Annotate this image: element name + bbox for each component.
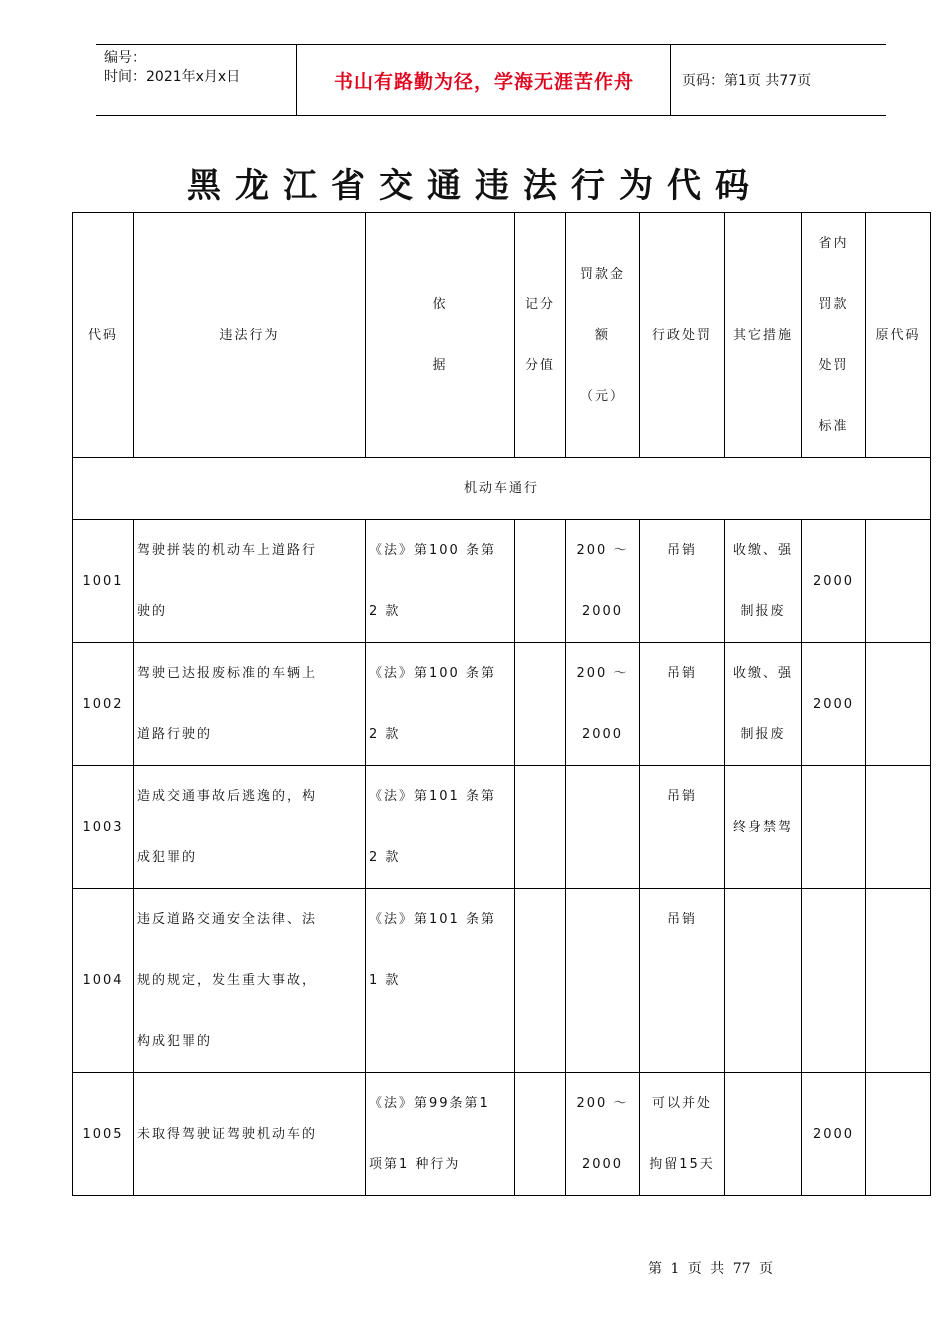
cell-behavior-line: 驾驶拼装的机动车上道路行	[137, 543, 318, 558]
header-fine-line: （元）	[579, 388, 625, 404]
cell-original-code	[866, 1073, 931, 1196]
cell-fine	[566, 643, 640, 766]
page-title: 黑龙江省交通违法行为代码	[187, 166, 763, 206]
cell-points	[515, 766, 566, 889]
cell-admin-line: 吊销	[666, 912, 697, 927]
cell-basis-line: 《法》第100 条第	[369, 666, 496, 681]
cell-other-line: 收缴、强	[732, 543, 793, 558]
cell-code: 1001	[73, 520, 134, 643]
header-divider	[670, 45, 671, 115]
cell-points	[515, 1073, 566, 1196]
cell-behavior	[134, 520, 366, 643]
cell-code: 1002	[73, 643, 134, 766]
cell-fine	[566, 1073, 640, 1196]
header-fine-line: 罚款金	[579, 266, 625, 282]
cell-admin-line: 可以并处	[651, 1096, 712, 1111]
cell-behavior	[134, 643, 366, 766]
cell-basis-line: 《法》第101 条第	[369, 789, 496, 804]
cell-basis-line: 《法》第99条第1	[369, 1096, 490, 1111]
cell-fine	[566, 766, 640, 889]
cell-provincial	[802, 766, 866, 889]
cell-other-line: 制报废	[740, 604, 786, 619]
violation-code-table	[72, 212, 931, 1196]
cell-basis	[366, 520, 515, 643]
cell-admin	[640, 889, 725, 1073]
cell-behavior-line: 违反道路交通安全法律、法	[137, 912, 318, 927]
header-basis	[366, 213, 515, 458]
cell-admin-line: 吊销	[666, 666, 697, 681]
header-behavior: 违法行为	[134, 213, 366, 458]
cell-behavior: 未取得驾驶证驾驶机动车的	[134, 1073, 366, 1196]
cell-basis-line: 《法》第100 条第	[369, 543, 496, 558]
cell-basis-line: 2 款	[369, 727, 401, 742]
cell-provincial	[802, 889, 866, 1073]
cell-admin	[640, 520, 725, 643]
header-provincial-line: 省内	[818, 236, 849, 251]
cell-basis	[366, 1073, 515, 1196]
table-row	[73, 1073, 931, 1196]
cell-original-code	[866, 766, 931, 889]
cell-code: 1004	[73, 889, 134, 1073]
serial-label: 编号：	[104, 50, 146, 66]
cell-original-code	[866, 643, 931, 766]
section-row	[73, 458, 931, 520]
cell-basis-line: 1 款	[369, 973, 401, 988]
header-original-code: 原代码	[866, 213, 931, 458]
header-fine	[566, 213, 640, 458]
cell-admin	[640, 1073, 725, 1196]
cell-fine-line: 200 ～	[576, 666, 629, 681]
page-header	[96, 44, 886, 116]
cell-fine	[566, 520, 640, 643]
cell-points	[515, 520, 566, 643]
cell-provincial: 2000	[802, 643, 866, 766]
header-meta	[104, 49, 240, 87]
cell-admin	[640, 766, 725, 889]
cell-other	[725, 520, 802, 643]
cell-fine-line: 200 ～	[576, 543, 629, 558]
cell-points	[515, 889, 566, 1073]
section-title: 机动车通行	[73, 458, 931, 520]
header-points-line: 分值	[524, 358, 555, 373]
cell-fine-line: 2000	[581, 1157, 624, 1172]
header-admin: 行政处罚	[640, 213, 725, 458]
cell-fine-line: 2000	[581, 727, 624, 742]
header-provincial-line: 罚款	[818, 297, 849, 312]
cell-admin-line: 吊销	[666, 543, 697, 558]
table-row	[73, 520, 931, 643]
cell-other-line: 收缴、强	[732, 666, 793, 681]
header-code: 代码	[73, 213, 134, 458]
cell-behavior-line: 构成犯罪的	[137, 1034, 213, 1049]
header-fine-line: 额	[594, 327, 610, 343]
cell-points	[515, 643, 566, 766]
header-provincial-line: 标准	[818, 419, 849, 434]
cell-basis	[366, 766, 515, 889]
cell-original-code	[866, 889, 931, 1073]
cell-behavior-line: 驶的	[137, 604, 168, 619]
cell-fine-line: 200 ～	[576, 1096, 629, 1111]
cell-behavior-line: 成犯罪的	[137, 850, 198, 865]
cell-behavior	[134, 766, 366, 889]
header-provincial-line: 处罚	[818, 358, 849, 373]
cell-other-line: 制报废	[740, 727, 786, 742]
cell-behavior-line: 道路行驶的	[137, 727, 213, 742]
time-label: 时间：2021年x月x日	[104, 69, 241, 85]
cell-provincial: 2000	[802, 1073, 866, 1196]
header-other: 其它措施	[725, 213, 802, 458]
header-points	[515, 213, 566, 458]
cell-other: 终身禁驾	[725, 766, 802, 889]
cell-basis-line: 2 款	[369, 604, 401, 619]
cell-code: 1005	[73, 1073, 134, 1196]
cell-fine	[566, 889, 640, 1073]
page-footer: 第 1 页 共 77 页	[648, 1261, 773, 1277]
header-basis-line: 据	[432, 358, 448, 373]
cell-other	[725, 889, 802, 1073]
cell-behavior-line: 规的规定，发生重大事故，	[137, 973, 318, 988]
table-header-row	[73, 213, 931, 458]
header-points-line: 记分	[524, 297, 555, 312]
header-divider	[296, 45, 297, 115]
cell-fine-line: 2000	[581, 604, 624, 619]
cell-behavior-line: 驾驶已达报废标准的车辆上	[137, 666, 318, 681]
header-page-info: 页码：第1页 共77页	[682, 73, 812, 89]
cell-basis-line: 2 款	[369, 850, 401, 865]
cell-behavior-line: 造成交通事故后逃逸的，构	[137, 789, 318, 804]
table-row	[73, 889, 931, 1073]
table-row	[73, 766, 931, 889]
cell-provincial: 2000	[802, 520, 866, 643]
cell-admin	[640, 643, 725, 766]
cell-basis	[366, 643, 515, 766]
cell-basis-line: 项第1 种行为	[369, 1157, 461, 1172]
header-basis-line: 依	[432, 297, 448, 312]
cell-admin-line: 拘留15天	[649, 1157, 715, 1172]
cell-code: 1003	[73, 766, 134, 889]
cell-other	[725, 643, 802, 766]
table-row	[73, 643, 931, 766]
header-provincial	[802, 213, 866, 458]
cell-admin-line: 吊销	[666, 789, 697, 804]
cell-basis	[366, 889, 515, 1073]
header-motto: 书山有路勤为径，学海无涯苦作舟	[333, 70, 634, 93]
cell-behavior	[134, 889, 366, 1073]
cell-other	[725, 1073, 802, 1196]
cell-original-code	[866, 520, 931, 643]
cell-basis-line: 《法》第101 条第	[369, 912, 496, 927]
